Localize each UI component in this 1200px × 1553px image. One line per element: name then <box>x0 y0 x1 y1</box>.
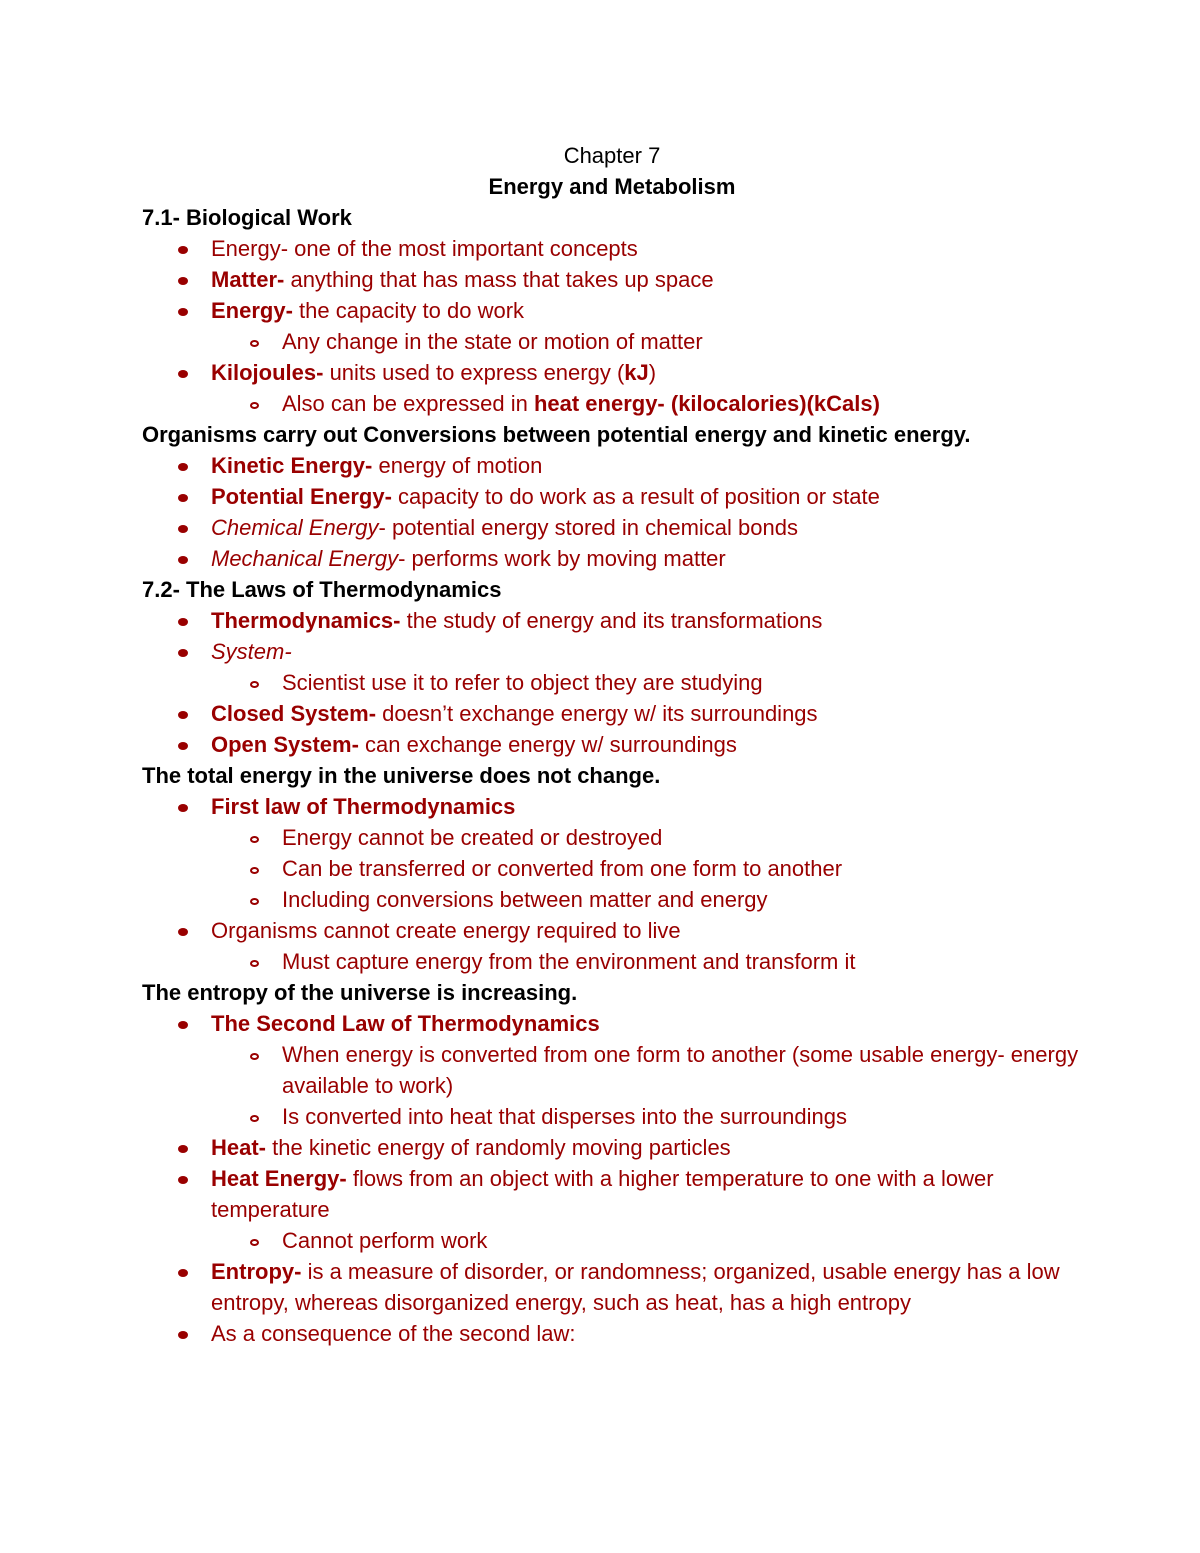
bullet-dot-icon <box>178 450 188 481</box>
text-segment: Closed System- <box>211 701 377 726</box>
sub-bullet-item <box>142 1225 1082 1256</box>
bullet-dot-icon <box>178 481 188 512</box>
bullet-item <box>142 915 1082 946</box>
bullet-item <box>142 636 1082 667</box>
bullet-circle-icon <box>250 1101 259 1132</box>
text-segment: Any change in the state or motion of matter <box>282 329 703 354</box>
bullet-circle-icon <box>250 388 259 419</box>
text-segment: the study of energy and its transformations <box>400 608 823 633</box>
text-segment: heat energy- (kilocalories)(kCals) <box>533 391 880 416</box>
sub-bullet-item <box>142 326 1082 357</box>
text-segment: As a consequence of the second law: <box>211 1321 576 1346</box>
bullet-dot-icon <box>178 605 188 636</box>
text-segment: flows from an object with a higher temperature to one with a lower temperature <box>211 1166 994 1222</box>
text-segment: Cannot perform work <box>282 1228 488 1253</box>
bullet-item <box>142 791 1082 822</box>
bullet-dot-icon <box>178 729 188 760</box>
bullet-dot-icon <box>178 636 188 667</box>
text-segment: Open System- <box>211 732 359 757</box>
text-segment: kJ <box>624 360 649 385</box>
sub-bullet-item <box>142 853 1082 884</box>
section-heading <box>142 760 1082 791</box>
text-segment: - performs work by moving matter <box>398 546 726 571</box>
text-segment: The entropy of the universe is increasing. <box>142 980 578 1005</box>
text-segment: doesn’t exchange energy w/ its surroundings <box>376 701 818 726</box>
bullet-item <box>142 543 1082 574</box>
bullet-dot-icon <box>178 233 188 264</box>
bullet-circle-icon <box>250 1225 259 1256</box>
text-segment: Thermodynamics- <box>211 608 401 633</box>
bullet-item <box>142 729 1082 760</box>
sub-bullet-item <box>142 822 1082 853</box>
document-body <box>142 140 1082 1349</box>
text-segment: Kilojoules- <box>211 360 324 385</box>
bullet-dot-icon <box>178 1008 188 1039</box>
bullet-item <box>142 233 1082 264</box>
bullet-dot-icon <box>178 791 188 822</box>
text-segment: 7.1- Biological Work <box>142 205 352 230</box>
bullet-circle-icon <box>250 946 259 977</box>
text-segment: Energy- <box>211 298 293 323</box>
bullet-dot-icon <box>178 1318 188 1349</box>
bullet-item <box>142 1008 1082 1039</box>
sub-bullet-item <box>142 667 1082 698</box>
bullet-dot-icon <box>178 1256 188 1287</box>
text-segment: System- <box>211 639 292 664</box>
bullet-item <box>142 698 1082 729</box>
text-segment: Kinetic Energy- <box>211 453 373 478</box>
bullet-dot-icon <box>178 1132 188 1163</box>
text-segment: Chemical Energy <box>211 515 379 540</box>
sub-bullet-item <box>142 884 1082 915</box>
bullet-dot-icon <box>178 512 188 543</box>
bullet-item <box>142 1132 1082 1163</box>
bullet-circle-icon <box>250 1039 259 1070</box>
text-segment: The Second Law of Thermodynamics <box>211 1011 600 1036</box>
text-segment: Organisms carry out Conversions between potential energy and kinetic energy. <box>142 422 971 447</box>
text-segment: Potential Energy- <box>211 484 392 509</box>
text-segment: Energy cannot be created or destroyed <box>282 825 663 850</box>
section-heading <box>142 977 1082 1008</box>
chapter-title: Chapter 7 <box>563 143 661 168</box>
sub-bullet-item <box>142 388 1082 419</box>
text-segment: Mechanical Energy <box>211 546 399 571</box>
bullet-item <box>142 1163 1082 1225</box>
bullet-dot-icon <box>178 264 188 295</box>
bullet-dot-icon <box>178 1163 188 1194</box>
bullet-item <box>142 450 1082 481</box>
bullet-item <box>142 295 1082 326</box>
text-segment: Heat Energy- <box>211 1166 347 1191</box>
text-segment: Also can be expressed in <box>282 391 534 416</box>
bullet-dot-icon <box>178 915 188 946</box>
text-segment: ) <box>648 360 657 385</box>
bullet-circle-icon <box>250 884 259 915</box>
sub-bullet-item <box>142 1039 1082 1101</box>
bullet-item <box>142 481 1082 512</box>
bullet-circle-icon <box>250 822 259 853</box>
section-heading <box>142 574 1082 605</box>
text-segment: energy of motion <box>372 453 543 478</box>
text-segment: Is converted into heat that disperses into the surroundings <box>282 1104 848 1129</box>
bullet-item <box>142 1256 1082 1318</box>
bullet-circle-icon <box>250 667 259 698</box>
text-segment: Heat- <box>211 1135 267 1160</box>
chapter-subtitle: Energy and Metabolism <box>488 174 736 199</box>
text-segment: units used to express energy ( <box>323 360 625 385</box>
bullet-item <box>142 605 1082 636</box>
bullet-item <box>142 357 1082 388</box>
bullet-dot-icon <box>178 698 188 729</box>
bullet-circle-icon <box>250 326 259 357</box>
text-segment: anything that has mass that takes up space <box>284 267 714 292</box>
text-segment: Must capture energy from the environment and transform it <box>282 949 856 974</box>
text-segment: can exchange energy w/ surroundings <box>358 732 737 757</box>
text-segment: - potential energy stored in chemical bonds <box>378 515 798 540</box>
text-segment: the capacity to do work <box>292 298 525 323</box>
text-segment: Organisms cannot create energy required to live <box>211 918 681 943</box>
text-segment: Can be transferred or converted from one form to another <box>282 856 843 881</box>
bullet-circle-icon <box>250 853 259 884</box>
section-heading <box>142 202 1082 233</box>
bullet-dot-icon <box>178 543 188 574</box>
text-segment: Energy- one of the most important concepts <box>211 236 638 261</box>
text-segment: Entropy- <box>211 1259 302 1284</box>
sub-bullet-item <box>142 946 1082 977</box>
text-segment: When energy is converted from one form to another (some usable energy- energy available to work) <box>282 1042 1079 1098</box>
text-segment: is a measure of disorder, or randomness; organized, usable energy has a low entropy, whereas disorganized energy, such as heat, has a high entropy <box>211 1259 1060 1315</box>
text-segment: Including conversions between matter and energy <box>282 887 768 912</box>
text-segment: the kinetic energy of randomly moving particles <box>266 1135 731 1160</box>
text-segment: 7.2- The Laws of Thermodynamics <box>142 577 502 602</box>
bullet-dot-icon <box>178 357 188 388</box>
text-segment: Matter- <box>211 267 285 292</box>
text-segment: Scientist use it to refer to object they are studying <box>282 670 763 695</box>
notes-list <box>142 202 1082 1349</box>
text-segment: The total energy in the universe does not change. <box>142 763 661 788</box>
text-segment: capacity to do work as a result of position or state <box>391 484 880 509</box>
sub-bullet-item <box>142 1101 1082 1132</box>
bullet-item <box>142 264 1082 295</box>
section-heading <box>142 419 1082 450</box>
bullet-dot-icon <box>178 295 188 326</box>
bullet-item <box>142 512 1082 543</box>
text-segment: First law of Thermodynamics <box>211 794 516 819</box>
bullet-item <box>142 1318 1082 1349</box>
